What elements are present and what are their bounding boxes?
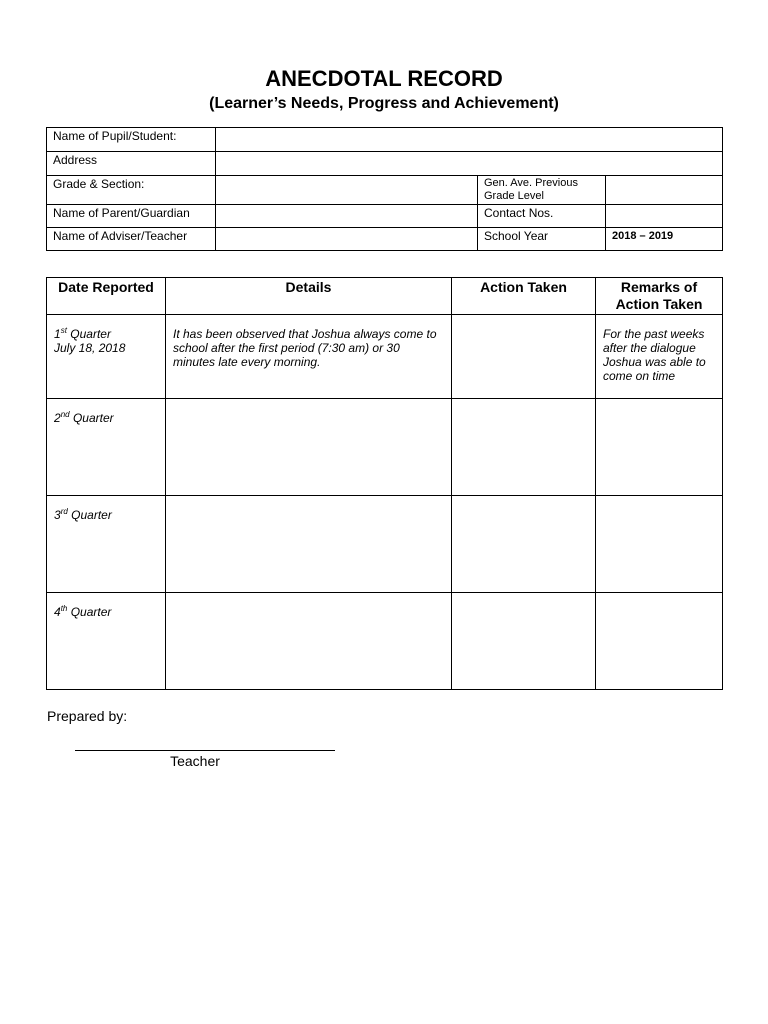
- school-year-value: 2018 – 2019: [606, 228, 723, 251]
- details-cell[interactable]: [166, 593, 452, 690]
- anecdotal-record-table: [46, 277, 723, 690]
- table-row: [47, 593, 723, 690]
- date-value: July 18, 2018: [54, 341, 126, 355]
- info-row-name: [47, 128, 723, 152]
- remarks-cell[interactable]: [596, 399, 723, 496]
- document-title: ANECDOTAL RECORD: [265, 66, 503, 91]
- student-info-table: [46, 127, 723, 251]
- signature-line[interactable]: [75, 750, 335, 751]
- info-row-address: [47, 152, 723, 176]
- parent-label: Name of Parent/Guardian: [47, 205, 216, 228]
- date-cell[interactable]: [47, 399, 166, 496]
- remarks-cell[interactable]: For the past weeks after the dialogue Joshua was able to come on time: [596, 315, 723, 399]
- quarter-suffix: st: [60, 326, 67, 335]
- action-cell[interactable]: [452, 496, 596, 593]
- table-row: [47, 399, 723, 496]
- quarter-word: Quarter: [70, 327, 111, 341]
- gen-ave-label: Gen. Ave. Previous Grade Level: [478, 176, 606, 205]
- details-cell[interactable]: [166, 399, 452, 496]
- quarter-number: 3: [54, 508, 61, 522]
- header-details: Details: [166, 278, 452, 315]
- details-cell[interactable]: It has been observed that Joshua always come to school after the first period (7:30 am) or 30 minutes late every morning.: [166, 315, 452, 399]
- adviser-label: Name of Adviser/Teacher: [47, 228, 216, 251]
- quarter-suffix: nd: [60, 410, 70, 419]
- table-row: [47, 315, 723, 399]
- prepared-by-label: Prepared by:: [47, 708, 128, 724]
- quarter-number: 1: [54, 327, 61, 341]
- info-row-parent: [47, 205, 723, 228]
- info-row-grade: [47, 176, 723, 205]
- action-cell[interactable]: [452, 593, 596, 690]
- document-subtitle: (Learner’s Needs, Progress and Achievement): [209, 95, 559, 112]
- school-year-label: School Year: [478, 228, 606, 251]
- adviser-field[interactable]: [216, 228, 478, 251]
- name-label: Name of Pupil/Student:: [47, 128, 216, 152]
- grade-section-field[interactable]: [216, 176, 478, 205]
- address-label: Address: [47, 152, 216, 176]
- quarter-number: 2: [54, 411, 61, 425]
- quarter-word: Quarter: [70, 605, 112, 619]
- header-date-reported: Date Reported: [47, 278, 166, 315]
- remarks-cell[interactable]: [596, 496, 723, 593]
- date-cell[interactable]: [47, 315, 166, 399]
- header-action-taken: Action Taken: [452, 278, 596, 315]
- quarter-number: 4: [54, 605, 61, 619]
- contact-label: Contact Nos.: [478, 205, 606, 228]
- header-remarks: Remarks of Action Taken: [596, 278, 723, 315]
- teacher-label: Teacher: [170, 753, 220, 769]
- quarter-word: Quarter: [71, 508, 112, 522]
- table-row: [47, 496, 723, 593]
- quarter-suffix: rd: [60, 507, 68, 516]
- contact-field[interactable]: [606, 205, 723, 228]
- name-field[interactable]: [216, 128, 723, 152]
- info-row-adviser: [47, 228, 723, 251]
- date-cell[interactable]: [47, 593, 166, 690]
- quarter-suffix: th: [60, 604, 68, 613]
- action-cell[interactable]: [452, 315, 596, 399]
- details-cell[interactable]: [166, 496, 452, 593]
- date-cell[interactable]: [47, 496, 166, 593]
- gen-ave-field[interactable]: [606, 176, 723, 205]
- parent-field[interactable]: [216, 205, 478, 228]
- action-cell[interactable]: [452, 399, 596, 496]
- grade-section-label: Grade & Section:: [47, 176, 216, 205]
- record-header-row: [47, 278, 723, 315]
- quarter-word: Quarter: [72, 411, 114, 425]
- address-field[interactable]: [216, 152, 723, 176]
- remarks-cell[interactable]: [596, 593, 723, 690]
